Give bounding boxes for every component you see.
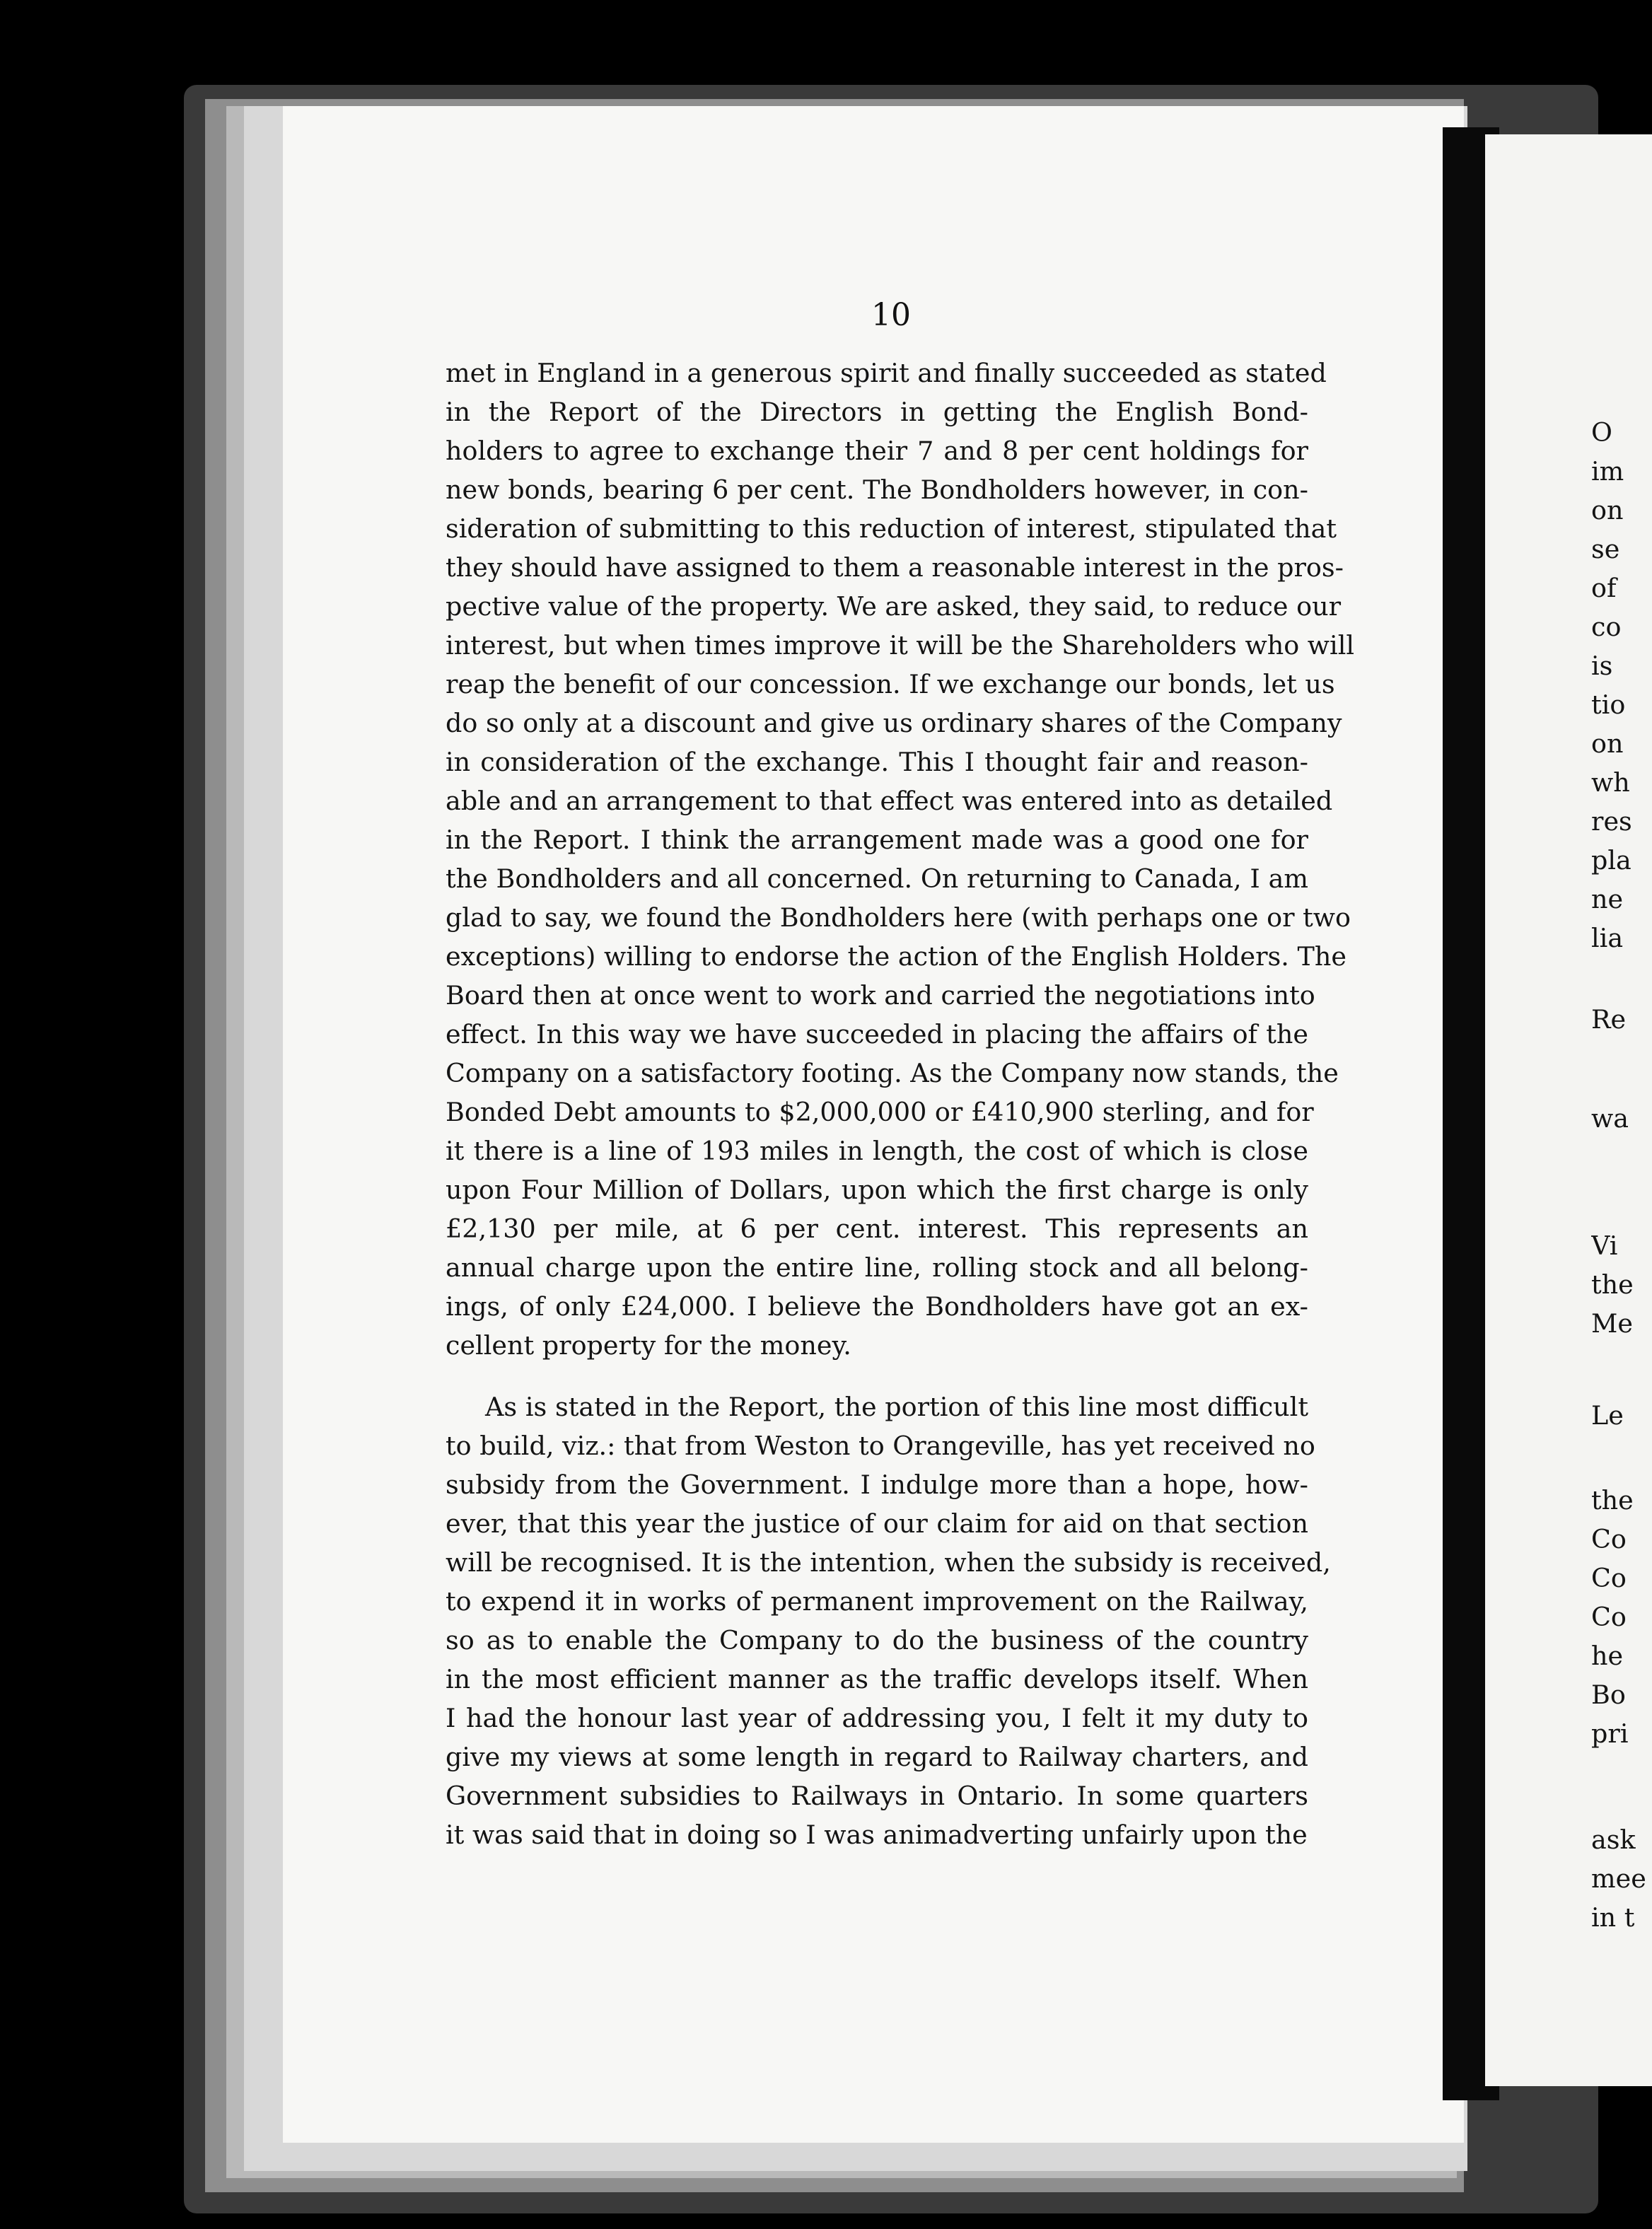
text-line: able and an arrangement to that effect was entered into as detailed bbox=[446, 786, 1333, 816]
right-page-fragment: in t bbox=[1591, 1902, 1635, 1933]
right-page-fragment: he bbox=[1591, 1641, 1624, 1671]
text-line: cellent property for the money. bbox=[446, 1330, 851, 1361]
text-line: in consideration of the exchange. This I thought fair and reason- bbox=[446, 747, 1308, 777]
text-line: £2,130 per mile, at 6 per cent. interest. This represents an bbox=[446, 1214, 1308, 1244]
text-line: they should have assigned to them a reasonable interest in the pros- bbox=[446, 552, 1344, 583]
paragraph bbox=[446, 1387, 1331, 1854]
text-line: do so only at a discount and give us ordinary shares of the Company bbox=[446, 708, 1342, 738]
text-line: glad to say, we found the Bondholders here (with perhaps one or two bbox=[446, 902, 1351, 933]
right-page-fragment: lia bbox=[1591, 923, 1624, 953]
right-page-fragment: pri bbox=[1591, 1718, 1629, 1749]
paragraph bbox=[446, 354, 1355, 1365]
text-line: pective value of the property. We are asked, they said, to reduce our bbox=[446, 591, 1342, 622]
text-line: annual charge upon the entire line, rolling stock and all belong- bbox=[446, 1252, 1308, 1283]
text-line: so as to enable the Company to do the business of the country bbox=[446, 1625, 1308, 1655]
right-page-fragment: on bbox=[1591, 495, 1624, 525]
text-line: the Bondholders and all concerned. On returning to Canada, I am bbox=[446, 863, 1308, 894]
text-line: exceptions) willing to endorse the action of the English Holders. The bbox=[446, 941, 1346, 972]
right-page-fragment: se bbox=[1591, 534, 1620, 564]
right-page-fragment: ask bbox=[1591, 1824, 1636, 1855]
right-page-fragment: wh bbox=[1591, 767, 1630, 798]
text-line: it was said that in doing so I was animadverting unfairly upon the bbox=[446, 1820, 1308, 1850]
text-line: I had the honour last year of addressing you, I felt it my duty to bbox=[446, 1703, 1308, 1733]
text-line: Bonded Debt amounts to $2,000,000 or £410,900 sterling, and for bbox=[446, 1097, 1314, 1127]
text-line: in the most efficient manner as the traffic develops itself. When bbox=[446, 1664, 1308, 1694]
text-line: Company on a satisfactory footing. As the Company now stands, the bbox=[446, 1058, 1339, 1088]
text-line: in the Report of the Directors in getting the English Bond- bbox=[446, 397, 1308, 427]
text-line: met in England in a generous spirit and finally succeeded as stated bbox=[446, 358, 1327, 388]
text-line: subsidy from the Government. I indulge more than a hope, how- bbox=[446, 1469, 1308, 1500]
right-page-fragment: is bbox=[1591, 651, 1613, 681]
text-line: effect. In this way we have succeeded in placing the affairs of the bbox=[446, 1019, 1308, 1049]
right-page-fragment: on bbox=[1591, 728, 1624, 759]
right-page-fragment: the bbox=[1591, 1485, 1634, 1515]
right-page-fragments bbox=[1591, 0, 1652, 2229]
right-page-fragment: res bbox=[1591, 806, 1632, 837]
right-page-fragment: wa bbox=[1591, 1103, 1629, 1134]
right-page-fragment: Vi bbox=[1591, 1230, 1618, 1261]
text-line: ings, of only £24,000. I believe the Bondholders have got an ex- bbox=[446, 1291, 1308, 1322]
text-line: in the Report. I think the arrangement made was a good one for bbox=[446, 825, 1308, 855]
right-page-fragment: Co bbox=[1591, 1602, 1627, 1632]
right-page-fragment: mee bbox=[1591, 1863, 1646, 1894]
right-page-fragment: Re bbox=[1591, 1004, 1627, 1035]
text-line: holders to agree to exchange their 7 and 8 per cent holdings for bbox=[446, 436, 1308, 466]
text-line: As is stated in the Report, the portion of this line most difficult bbox=[485, 1392, 1308, 1422]
right-page-fragment: Co bbox=[1591, 1524, 1627, 1554]
text-line: sideration of submitting to this reduction of interest, stipulated that bbox=[446, 513, 1337, 544]
text-line: Board then at once went to work and carried the negotiations into bbox=[446, 980, 1315, 1011]
page-number: 10 bbox=[871, 297, 911, 333]
right-page-fragment: pla bbox=[1591, 845, 1631, 875]
text-line: interest, but when times improve it will be the Shareholders who will bbox=[446, 630, 1355, 660]
body-text bbox=[446, 354, 1355, 1854]
right-page-fragment: O bbox=[1591, 417, 1612, 448]
text-line: new bonds, bearing 6 per cent. The Bondholders however, in con- bbox=[446, 475, 1308, 505]
right-page-fragment: Bo bbox=[1591, 1680, 1626, 1710]
text-line: ever, that this year the justice of our claim for aid on that section bbox=[446, 1508, 1308, 1539]
right-page-fragment: Co bbox=[1591, 1563, 1627, 1593]
right-page-fragment: tio bbox=[1591, 689, 1626, 720]
text-line: to expend it in works of permanent improvement on the Railway, bbox=[446, 1586, 1308, 1617]
text-line: give my views at some length in regard to Railway charters, and bbox=[446, 1742, 1308, 1772]
text-line: it there is a line of 193 miles in length, the cost of which is close bbox=[446, 1136, 1308, 1166]
text-line: will be recognised. It is the intention, when the subsidy is received, bbox=[446, 1547, 1331, 1578]
text-line: Government subsidies to Railways in Ontario. In some quarters bbox=[446, 1781, 1308, 1811]
right-page-fragment: Me bbox=[1591, 1308, 1633, 1339]
text-line: reap the benefit of our concession. If we exchange our bonds, let us bbox=[446, 669, 1335, 699]
right-page-fragment: ne bbox=[1591, 884, 1624, 914]
right-page-fragment: im bbox=[1591, 456, 1624, 487]
paragraph-gap bbox=[446, 1365, 1308, 1387]
right-page-fragment: co bbox=[1591, 612, 1622, 642]
text-line: to build, viz.: that from Weston to Orangeville, has yet received no bbox=[446, 1431, 1315, 1461]
right-page-fragment: of bbox=[1591, 573, 1617, 603]
right-page-fragment: the bbox=[1591, 1269, 1634, 1300]
text-line: upon Four Million of Dollars, upon which the first charge is only bbox=[446, 1175, 1308, 1205]
right-page-fragment: Le bbox=[1591, 1400, 1624, 1431]
